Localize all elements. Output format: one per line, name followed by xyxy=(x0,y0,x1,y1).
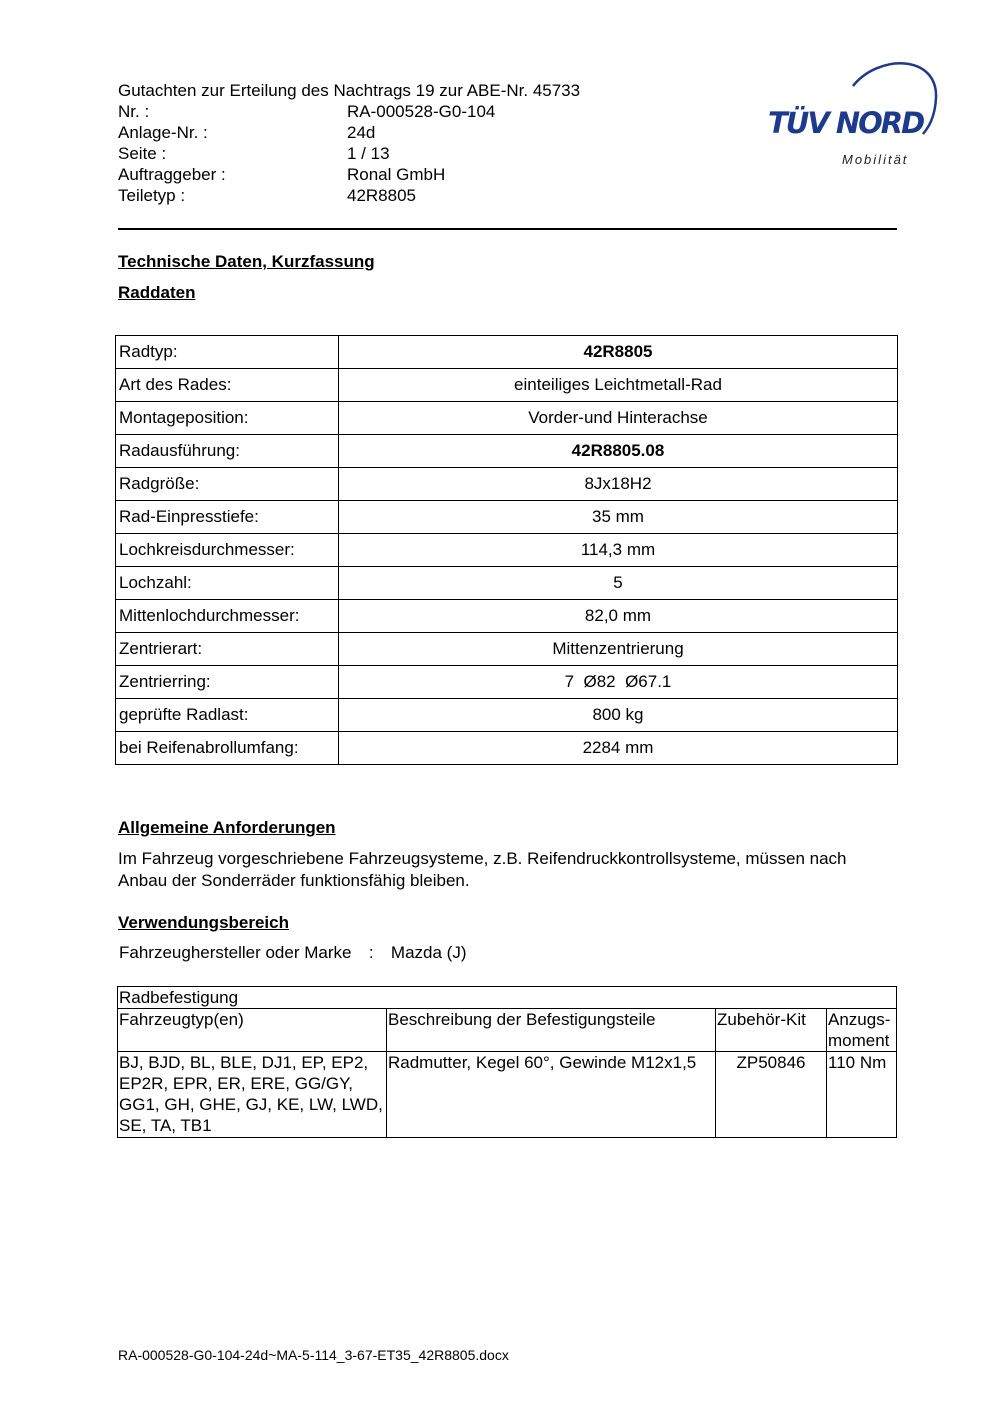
row-label: geprüfte Radlast: xyxy=(116,699,339,732)
table-title-row xyxy=(118,987,897,1009)
tuev-nord-logo xyxy=(760,56,950,176)
table-row xyxy=(116,435,898,468)
table-row xyxy=(116,666,898,699)
row-label: bei Reifenabrollumfang: xyxy=(116,732,339,765)
row-value: Vorder-und Hinterachse xyxy=(339,402,898,435)
table-row xyxy=(116,534,898,567)
row-value: 42R8805 xyxy=(339,336,898,369)
table-title: Radbefestigung xyxy=(118,987,897,1009)
column-header: Fahrzeugtyp(en) xyxy=(118,1009,387,1052)
vehicle-types-cell: BJ, BJD, BL, BLE, DJ1, EP, EP2, EP2R, EPR, ER, ERE, GG/GY, GG1, GH, GHE, GJ, KE, LW, LWD, SE, TA, TB1 xyxy=(118,1052,387,1138)
header-label: Teiletyp : xyxy=(118,186,186,205)
row-label: Lochzahl: xyxy=(116,567,339,600)
torque-cell: 110 Nm xyxy=(827,1052,897,1138)
table-row xyxy=(116,336,898,369)
row-label: Radausführung: xyxy=(116,435,339,468)
row-label: Zentrierring: xyxy=(116,666,339,699)
logo-wordmark: TÜV NORD xyxy=(768,106,924,140)
header-value: 24d xyxy=(347,123,376,142)
table-row xyxy=(116,468,898,501)
manufacturer-separator: : xyxy=(368,943,374,962)
header-divider xyxy=(118,228,897,230)
row-label: Rad-Einpresstiefe: xyxy=(116,501,339,534)
row-value: Mittenzentrierung xyxy=(339,633,898,666)
row-label: Art des Rades: xyxy=(116,369,339,402)
header-label: Seite : xyxy=(118,144,167,163)
header-value: 1 / 13 xyxy=(347,144,390,163)
radbefestigung-table xyxy=(117,986,897,1138)
row-value: einteiliges Leichtmetall-Rad xyxy=(339,369,898,402)
row-label: Zentrierart: xyxy=(116,633,339,666)
section-allgemeine-anforderungen: Allgemeine Anforderungen xyxy=(118,818,336,837)
header-label: Auftraggeber : xyxy=(118,165,226,184)
row-value: 5 xyxy=(339,567,898,600)
table-row xyxy=(116,633,898,666)
column-header: Anzugs- moment xyxy=(827,1009,897,1052)
header-value: Ronal GmbH xyxy=(347,165,446,184)
row-label: Montageposition: xyxy=(116,402,339,435)
table-row xyxy=(116,369,898,402)
row-value: 800 kg xyxy=(339,699,898,732)
section-technische-daten: Technische Daten, Kurzfassung xyxy=(118,252,375,271)
manufacturer-label: Fahrzeughersteller oder Marke xyxy=(119,943,352,962)
fastener-description-cell: Radmutter, Kegel 60°, Gewinde M12x1,5 xyxy=(387,1052,716,1138)
section-verwendungsbereich: Verwendungsbereich xyxy=(118,913,289,932)
header-row-nr xyxy=(118,101,580,122)
table-row xyxy=(116,732,898,765)
column-header: Beschreibung der Befestigungsteile xyxy=(387,1009,716,1052)
header-title: Gutachten zur Erteilung des Nachtrags 19 zur ABE-Nr. 45733 xyxy=(118,81,581,100)
table-row xyxy=(118,1052,897,1138)
allgemein-paragraph: Im Fahrzeug vorgeschriebene Fahrzeugsysteme, z.B. Reifendruckkontrollsysteme, müssen nach Anbau der Sonderräder funktionsfähig bleiben. xyxy=(118,849,847,890)
header-row-anlage xyxy=(118,122,580,143)
table-row xyxy=(116,501,898,534)
table-header-row xyxy=(118,1009,897,1052)
header-row-seite xyxy=(118,143,580,164)
header-row-teiletyp xyxy=(118,185,580,206)
manufacturer-value: Mazda (J) xyxy=(390,943,467,962)
row-value: 8Jx18H2 xyxy=(339,468,898,501)
header-value: 42R8805 xyxy=(347,186,417,205)
row-value: 2284 mm xyxy=(339,732,898,765)
table-row xyxy=(116,402,898,435)
row-value: 7 Ø82 Ø67.1 xyxy=(339,666,898,699)
raddaten-table xyxy=(115,335,898,765)
footer-filename: RA-000528-G0-104-24d~MA-5-114_3-67-ET35_42R8805.docx xyxy=(118,1347,509,1363)
column-header: Zubehör-Kit xyxy=(716,1009,827,1052)
header-label: Anlage-Nr. : xyxy=(118,123,208,142)
row-value: 42R8805.08 xyxy=(339,435,898,468)
header-row-auftraggeber xyxy=(118,164,580,185)
header-label: Nr. : xyxy=(118,102,150,121)
section-raddaten: Raddaten xyxy=(118,283,196,302)
row-label: Radgröße: xyxy=(116,468,339,501)
table-row xyxy=(116,600,898,633)
header-value: RA-000528-G0-104 xyxy=(347,102,496,121)
row-label: Radtyp: xyxy=(116,336,339,369)
row-label: Lochkreisdurchmesser: xyxy=(116,534,339,567)
accessory-kit-cell: ZP50846 xyxy=(716,1052,827,1138)
row-value: 82,0 mm xyxy=(339,600,898,633)
row-label: Mittenlochdurchmesser: xyxy=(116,600,339,633)
row-value: 114,3 mm xyxy=(339,534,898,567)
logo-subtitle: Mobilität xyxy=(842,152,909,167)
document-header xyxy=(118,80,580,206)
table-row xyxy=(116,567,898,600)
manufacturer-line xyxy=(119,943,467,963)
row-value: 35 mm xyxy=(339,501,898,534)
table-row xyxy=(116,699,898,732)
